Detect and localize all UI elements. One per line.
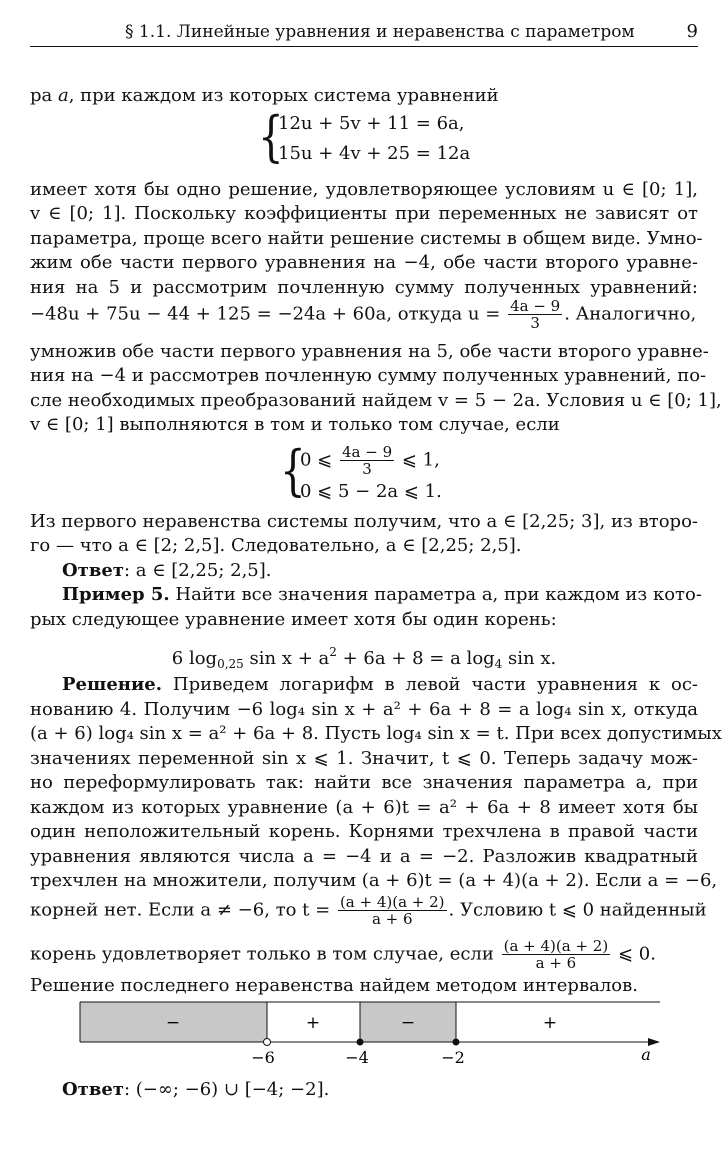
closed-point: [453, 1039, 460, 1046]
system-row: 0 ⩽ $\frac{4a - 9}{3}$ ⩽ 1,: [300, 443, 440, 478]
section-title: § 1.1. Линейные уравнения и неравенства с параметром: [125, 22, 635, 42]
header-rule: [30, 46, 698, 47]
closed-point: [357, 1039, 364, 1046]
text-line: Из первого неравенства системы получим, что a ∈ [2,25; 3], из второ-: [30, 511, 698, 532]
text-line: уравнения являются числа a = −4 и a = −2. Разложив квадратный: [30, 846, 698, 867]
point-label: −4: [345, 1048, 369, 1067]
display-equation: 6 $\log_{0,25} \sin x + a^2 + 6a + 8 = a$ $\log_4 \sin x$.: [171, 645, 557, 671]
text-line: Решение последнего неравенства найдем методом интервалов.: [30, 975, 638, 996]
solution-heading: Решение. Приведем логарифм в левой части уравнения к ос-: [62, 674, 698, 695]
inequality-system: [280, 438, 500, 508]
text-line: ния на 5 и рассмотрим почленную сумму полученных уравнений:: [30, 277, 698, 298]
text-line: каждом из которых уравнение (a + 6)t = a² + 6a + 8 имеет хотя бы: [30, 797, 698, 818]
text-line: параметра, проще всего найти решение системы в общем виде. Умно-: [30, 228, 703, 249]
text-line: умножив обе части первого уравнения на 5, обе части второго уравне-: [30, 341, 709, 362]
answer-1: Ответ: a ∈ [2,25; 2,5].: [62, 560, 272, 581]
text-line: но переформулировать так: найти все значения параметра a, при: [30, 772, 698, 793]
text-line: рых следующее уравнение имеет хотя бы один корень:: [30, 609, 557, 630]
text-line: v ∈ [0; 1]. Поскольку коэффициенты при переменных не зависят от: [30, 203, 698, 224]
system-row: 12u + 5v + 11 = 6a,: [278, 113, 465, 134]
text-line: (a + 6) log₄ sin x = a² + 6a + 8. Пусть log₄ sin x = t. При всех допустимых: [30, 723, 722, 744]
sign-label: +: [542, 1013, 558, 1033]
text-line: один неположительный корень. Корнями трехчлена в правой части: [30, 821, 698, 842]
text-line: значениях переменной sin x ⩽ 1. Значит, t ⩽ 0. Теперь задачу мож-: [30, 748, 698, 769]
running-header: [30, 20, 698, 46]
sign-label: −: [400, 1013, 416, 1033]
system-row: 0 ⩽ 5 − 2a ⩽ 1.: [300, 481, 442, 502]
text-line: го — что a ∈ [2; 2,5]. Следовательно, a ∈ [2,25; 2,5].: [30, 535, 522, 556]
open-point: [264, 1039, 271, 1046]
example-heading: Пример 5. Найти все значения параметра a, при каждом из кото-: [62, 584, 702, 605]
point-label: −2: [441, 1048, 465, 1067]
page-number: 9: [686, 21, 698, 42]
system-row: 15u + 4v + 25 = 12a: [278, 143, 471, 164]
fraction: $\frac{(a + 4)(a + 2)}{a + 6}$: [339, 893, 445, 928]
sign-label: +: [305, 1013, 321, 1033]
text-line: −48u + 75u − 44 + 125 = −24a + 60a, откуда u = $\frac{4a - 9}{3}$ . Аналогично,: [30, 297, 697, 332]
brace-symbol: {: [258, 105, 284, 168]
text-line: ра a, при каждом из которых система уравнений: [30, 85, 499, 106]
text-line: нованию 4. Получим −6 log₄ sin x + a² + 6a + 8 = a log₄ sin x, откуда: [30, 699, 698, 720]
fraction: $\frac{(a + 4)(a + 2)}{a + 6}$: [503, 937, 609, 972]
text-line: имеет хотя бы одно решение, удовлетворяющее условиям u ∈ [0; 1],: [30, 179, 698, 200]
brace-symbol: {: [280, 439, 306, 502]
text-line: трехчлен на множители, получим (a + 6)t = (a + 4)(a + 2). Если a = −6,: [30, 870, 718, 891]
point-label: −6: [251, 1048, 275, 1067]
equation-system-1: [258, 105, 518, 170]
number-line-svg: [70, 1000, 670, 1070]
fraction: $\frac{4a - 9}{3}$: [342, 443, 393, 478]
axis-label: a: [641, 1045, 651, 1064]
number-line-figure: [70, 1000, 670, 1070]
fraction: $\frac{4a - 9}{3}$: [510, 297, 561, 332]
text-line: корень удовлетворяет только в том случае, если $\frac{(a + 4)(a + 2)}{a + 6}$ ⩽ 0.: [30, 937, 656, 972]
answer-2: Ответ: (−∞; −6) ∪ [−4; −2].: [62, 1079, 330, 1100]
text-line: корней нет. Если a ≠ −6, то t = $\frac{(a + 4)(a + 2)}{a + 6}$ . Условию t ⩽ 0 найденный: [30, 893, 707, 928]
text-line: v ∈ [0; 1] выполняются в том и только том случае, если: [30, 414, 560, 435]
text-line: сле необходимых преобразований найдем v = 5 − 2a. Условия u ∈ [0; 1],: [30, 390, 722, 411]
text-line: ния на −4 и рассмотрев почленную сумму полученных уравнений, по-: [30, 365, 707, 386]
text-line: жим обе части первого уравнения на −4, обе части второго уравне-: [30, 252, 698, 273]
sign-label: −: [165, 1013, 181, 1033]
